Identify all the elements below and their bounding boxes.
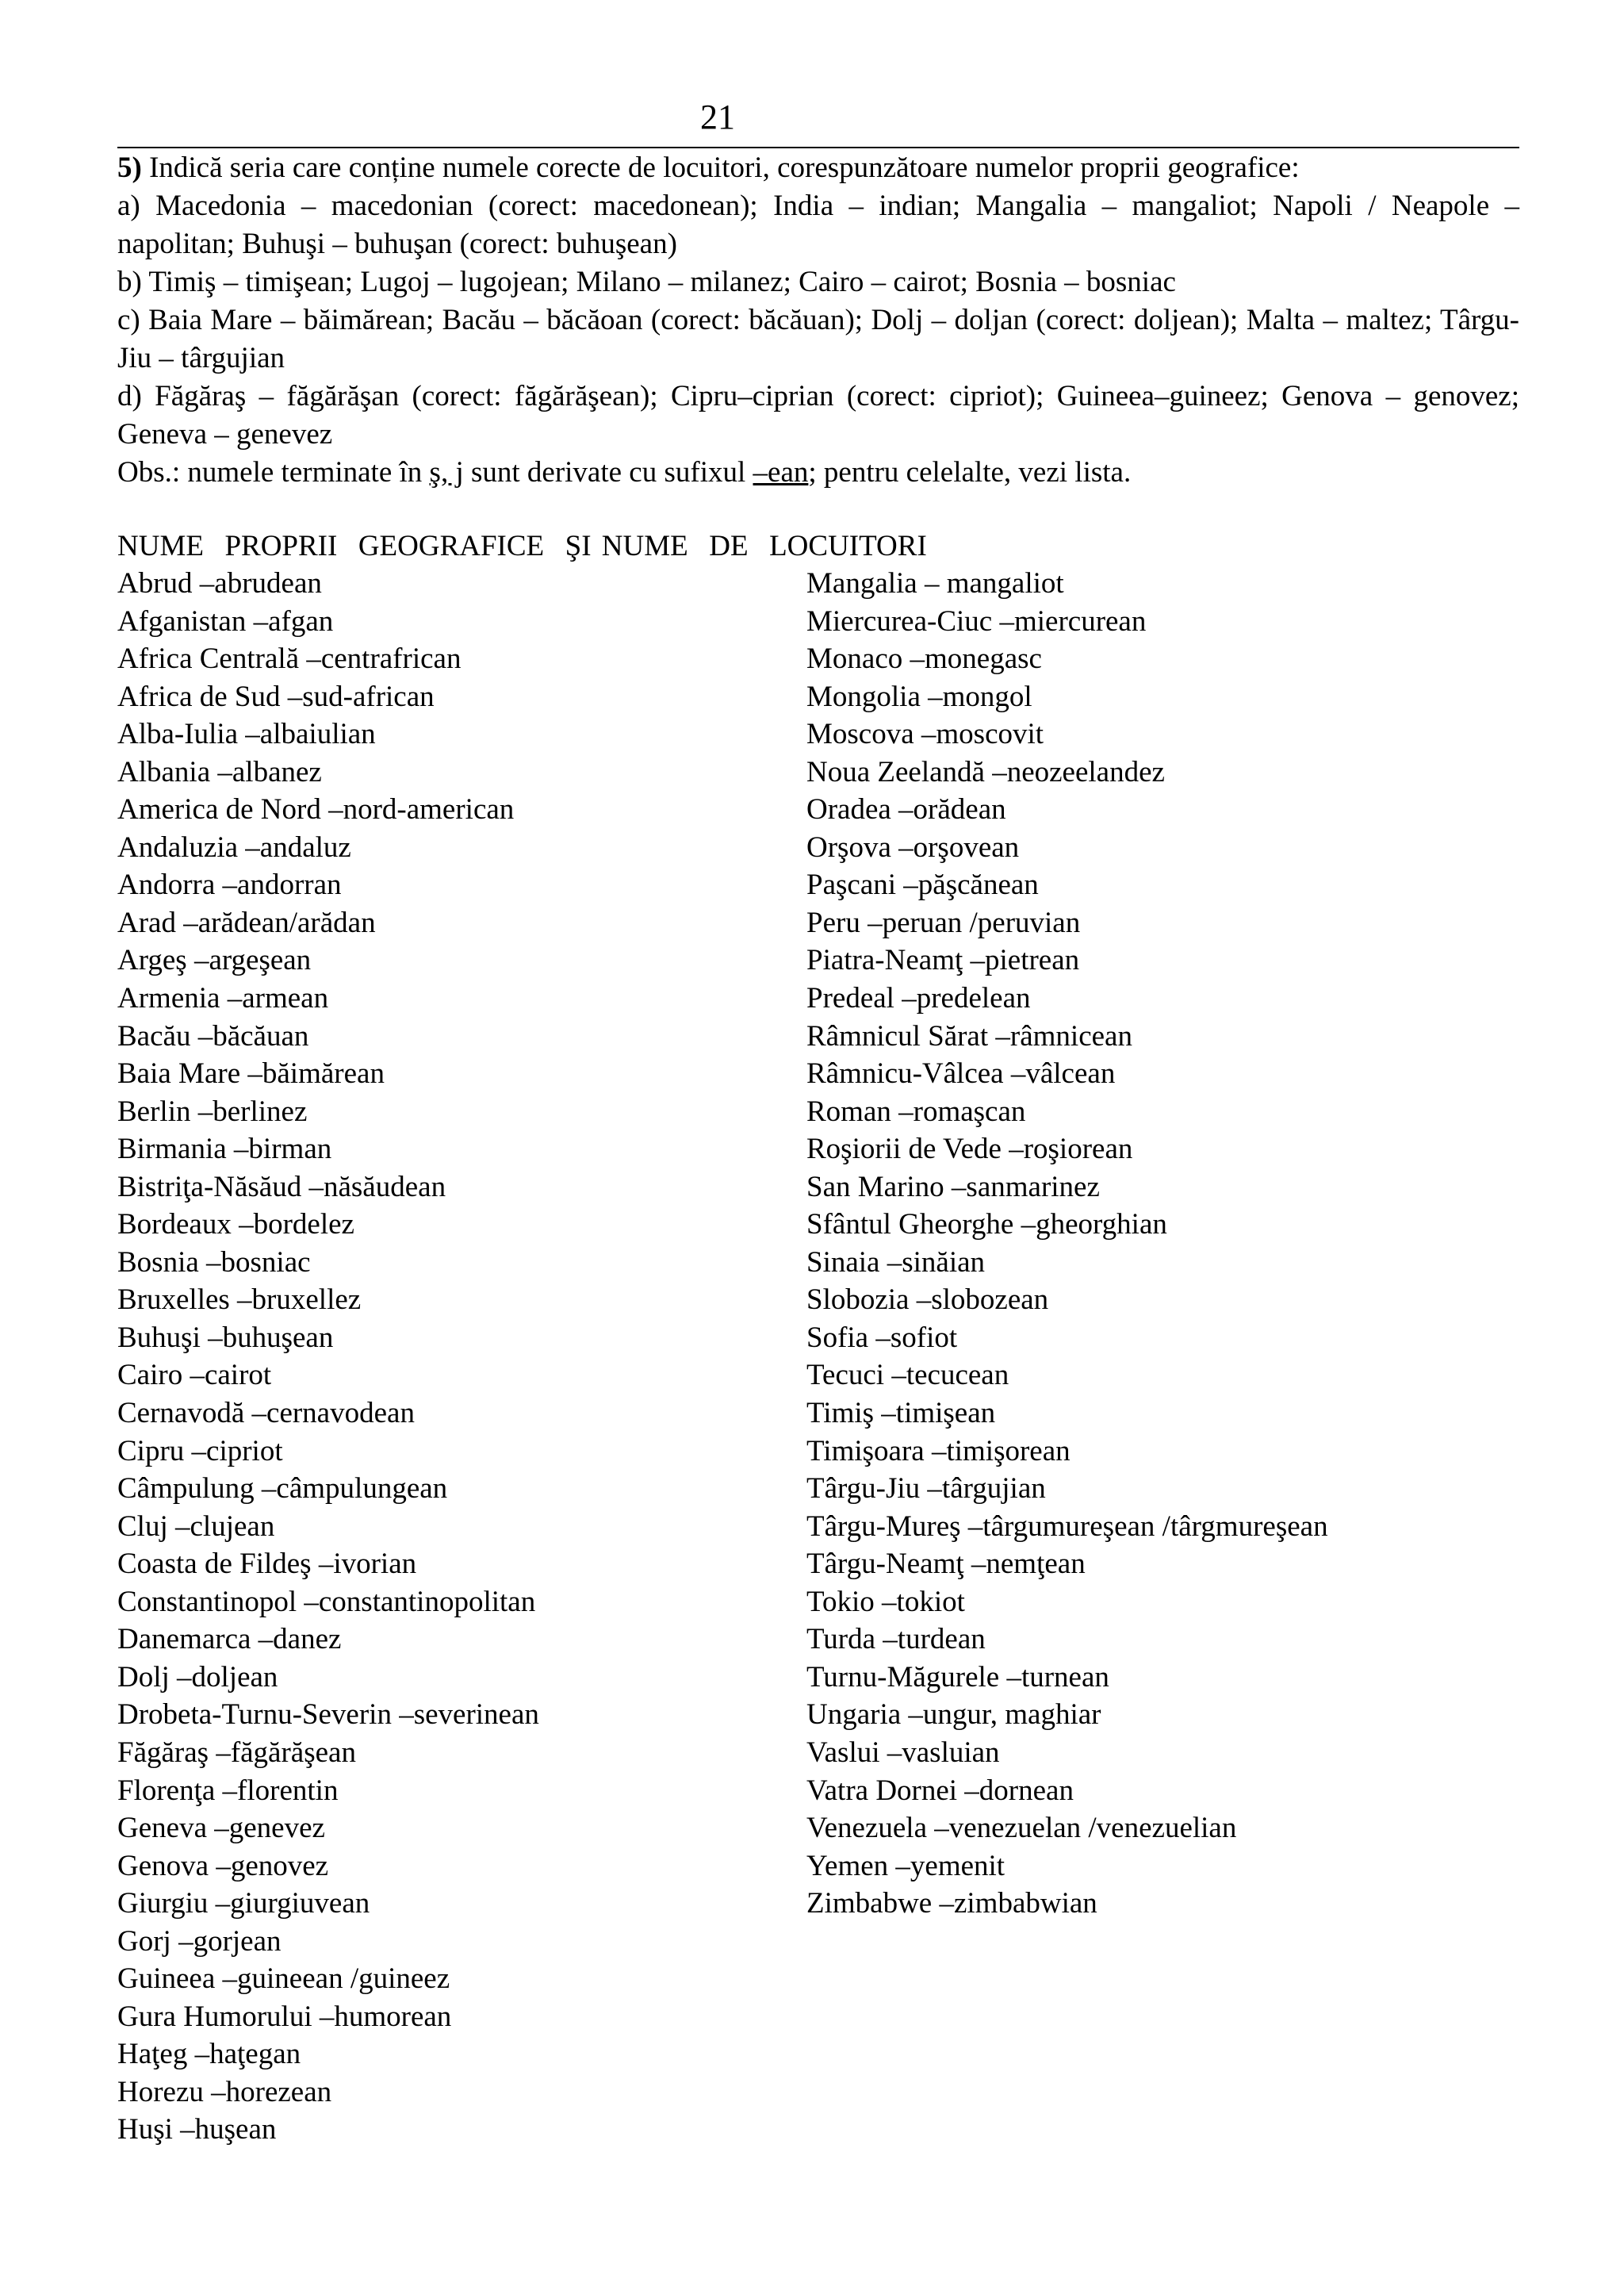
list-entry: Bacău –băcăuan (117, 1019, 309, 1053)
list-entry: Orşova –orşovean (806, 830, 1020, 864)
list-entry: Vatra Dornei –dornean (806, 1774, 1074, 1807)
list-entry: Monaco –monegasc (806, 643, 1042, 676)
list-entry: Piatra-Neamţ –pietrean (806, 944, 1080, 977)
list-entry: Sofia –sofiot (806, 1321, 958, 1354)
list-entry: Giurgiu –giurgiuvean (117, 1887, 370, 1920)
list-entry: Geneva –genevez (117, 1812, 325, 1845)
option-b: b) Timiş – timişean; Lugoj – lugojean; Milano – milanez; Cairo – cairot; Bosnia – bosniac (117, 266, 1176, 298)
list-entry: Andaluzia –andaluz (117, 830, 351, 864)
option-c: c) Baia Mare – băimărean; Bacău – băcăoan (corect: băcăuan); Dolj – doljan (corect: doljean); Malta – maltez; Târgu-Jiu – târgujian (117, 304, 1519, 374)
list-entry: Tecuci –tecucean (806, 1359, 1009, 1392)
list-entry: Bosnia –bosniac (117, 1245, 311, 1279)
list-entry: Râmnicul Sărat –râmnicean (806, 1019, 1132, 1053)
list-entry: Peru –peruan /peruvian (806, 906, 1081, 939)
question-block (117, 149, 1519, 492)
list-entry: Horezu –horezean (117, 2075, 332, 2108)
list-entry: Huşi –huşean (117, 2113, 277, 2146)
list-entry: Târgu-Neamţ –nemţean (806, 1548, 1086, 1581)
list-entry: Danemarca –danez (117, 1623, 342, 1656)
question-text: Indică seria care conține numele corecte de locuitori, corespunzătoare numelor proprii geografice: (149, 152, 1300, 184)
list-entry: Constantinopol –constantinopolitan (117, 1585, 536, 1618)
list-entry: Gura Humorului –humorean (117, 2000, 452, 2033)
option-a: a) Macedonia – macedonian (corect: macedonean); India – indian; Mangalia – mangaliot; Napoli / Neapole – napolitan; Buhuşi – buhuşan (corect: buhuşean) (117, 190, 1519, 260)
list-entry: San Marino –sanmarinez (806, 1170, 1100, 1203)
list-entry: Sfântul Gheorghe –gheorghian (806, 1208, 1167, 1241)
list-entry: Berlin –berlinez (117, 1095, 308, 1128)
list-entry: Buhuşi –buhuşean (117, 1321, 334, 1354)
observation-note: Obs.: numele terminate în ş, j sunt derivate cu sufixul –ean; pentru celelalte, vezi lista. (117, 456, 1132, 489)
list-entry: Cernavodă –cernavodean (117, 1397, 415, 1430)
list-entry: Bruxelles –bruxellez (117, 1283, 362, 1317)
list-entry: Armenia –armean (117, 982, 329, 1015)
list-entry: Paşcani –păşcănean (806, 869, 1039, 902)
list-entry: Afganistan –afgan (117, 604, 334, 638)
list-entry: Făgăraş –făgărăşean (117, 1736, 356, 1769)
list-entry: Arad –arădean/arădan (117, 906, 376, 939)
list-entry: Birmania –birman (117, 1133, 332, 1166)
list-entry: Târgu-Mureş –târgumureşean /târgmureşean (806, 1509, 1328, 1543)
list-entry: Miercurea-Ciuc –miercurean (806, 604, 1147, 638)
list-entry: Andorra –andorran (117, 869, 342, 902)
list-entry: Predeal –predelean (806, 982, 1031, 1015)
list-entry: Africa Centrală –centrafrican (117, 643, 462, 676)
list-entry: Venezuela –venezuelan /venezuelian (806, 1812, 1237, 1845)
list-entry: Gorj –gorjean (117, 1924, 282, 1958)
list-entry: Genova –genovez (117, 1849, 329, 1882)
page-number: 21 (700, 98, 735, 136)
list-entry: Bistriţa-Năsăud –năsăudean (117, 1170, 446, 1203)
list-entry: Râmnicu-Vâlcea –vâlcean (806, 1057, 1116, 1091)
list-entry: Bordeaux –bordelez (117, 1208, 354, 1241)
question-prompt (117, 149, 1519, 187)
option-d: d) Făgăraş – făgărăşan (corect: făgărăşean); Cipru–ciprian (corect: cipriot); Guineea–guineez; Genova – genovez; Geneva – genevez (117, 380, 1519, 451)
list-entry: Cluj –clujean (117, 1509, 275, 1543)
list-entry: Dolj –doljean (117, 1660, 278, 1694)
question-number: 5) (117, 152, 142, 184)
list-entry: Timiş –timişean (806, 1397, 996, 1430)
header-rule (117, 147, 1519, 148)
list-entry: Tokio –tokiot (806, 1585, 965, 1618)
list-title: NUME PROPRII GEOGRAFICE ŞI NUME DE LOCUITORI (117, 530, 927, 562)
list-entry: Yemen –yemenit (806, 1849, 1005, 1882)
list-entry: Noua Zeelandă –neozeelandez (806, 755, 1165, 788)
list-entry: Mongolia –mongol (806, 680, 1032, 713)
list-entry: Roşiorii de Vede –roşiorean (806, 1133, 1133, 1166)
list-entry: Cairo –cairot (117, 1359, 272, 1392)
list-entry: Alba-Iulia –albaiulian (117, 718, 376, 751)
list-entry: Argeş –argeşean (117, 944, 312, 977)
list-entry: Turda –turdean (806, 1623, 986, 1656)
list-entry: Câmpulung –câmpulungean (117, 1472, 448, 1506)
list-entry: Drobeta-Turnu-Severin –severinean (117, 1698, 539, 1732)
list-entry: Guineea –guineean /guineez (117, 1962, 450, 1996)
list-entry: Vaslui –vasluian (806, 1736, 1000, 1769)
obs-letters: ş, j (429, 456, 464, 489)
obs-suffix: –ean (753, 456, 809, 489)
list-entry: Timişoara –timişorean (806, 1434, 1071, 1467)
list-entry: Florenţa –florentin (117, 1774, 339, 1807)
list-entry: Roman –romaşcan (806, 1095, 1026, 1128)
list-entry: Albania –albanez (117, 755, 322, 788)
list-entry: Mangalia – mangaliot (806, 567, 1064, 600)
list-entry: Cipru –cipriot (117, 1434, 283, 1467)
list-entry: Baia Mare –băimărean (117, 1057, 385, 1091)
list-entry: Târgu-Jiu –târgujian (806, 1472, 1046, 1506)
left-column (117, 565, 539, 2149)
list-entry: Haţeg –haţegan (117, 2038, 301, 2071)
right-column (806, 565, 1328, 1923)
list-entry: Abrud –abrudean (117, 567, 322, 600)
list-entry: Slobozia –slobozean (806, 1283, 1049, 1317)
list-entry: Coasta de Fildeş –ivorian (117, 1548, 417, 1581)
list-entry: Africa de Sud –sud-african (117, 680, 435, 713)
list-entry: Oradea –orădean (806, 793, 1006, 827)
list-entry: Turnu-Măgurele –turnean (806, 1660, 1109, 1694)
list-entry: Ungaria –ungur, maghiar (806, 1698, 1101, 1732)
list-entry: Moscova –moscovit (806, 718, 1044, 751)
list-entry: Sinaia –sinăian (806, 1245, 986, 1279)
list-entry: America de Nord –nord-american (117, 793, 515, 827)
list-entry: Zimbabwe –zimbabwian (806, 1887, 1097, 1920)
